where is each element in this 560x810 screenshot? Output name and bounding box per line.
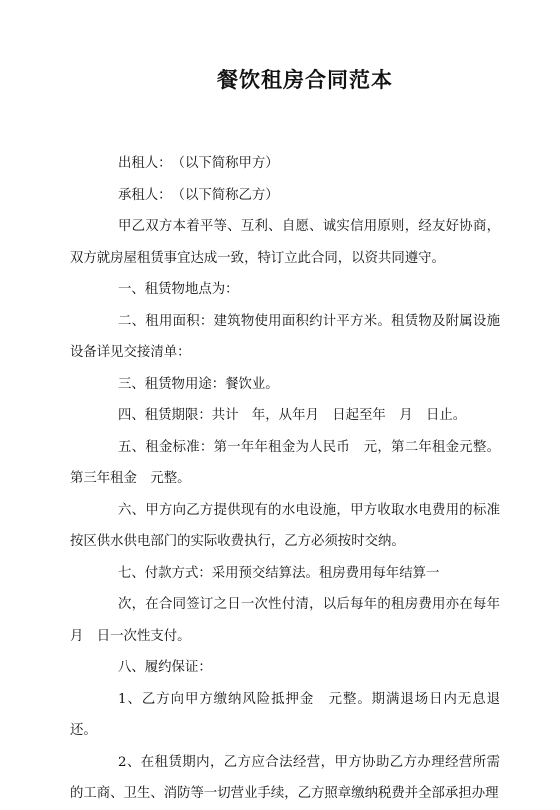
paragraph-lessor: 出租人： （以下简称甲方） — [118, 156, 279, 171]
paragraph-clause-6: 六、甲方向乙方提供现有的水电设施，甲方收取水电费用的标准按区供水供电部门的实际收费执行，乙方必须按时交纳。 — [70, 502, 500, 549]
paragraph-clause-8-1: 1、乙方向甲方缴纳风险抵押金 元整。期满退场日内无息退还。 — [70, 691, 500, 738]
paragraph-clause-7: 七、付款方式：采用预交结算法。租房费用每年结算一 — [118, 565, 440, 581]
paragraph-clause-4: 四、租赁期限：共计 年，从年月 日起至年 月 日止。 — [118, 408, 467, 423]
paragraph-lessee: 承租人： （以下简称乙方） — [118, 187, 279, 203]
paragraph-clause-7-cont: 次，在合同签订之日一次性付清，以后每年的租房费用亦在每年月 日一次性支付。 — [70, 597, 500, 644]
paragraph-clause-1: 一、租赁物地点为： — [118, 282, 239, 297]
paragraph-preamble: 甲乙双方本着平等、互利、自愿、诚实信用原则，经友好协商，双方就房屋租赁事宜达成一致，特订立此合同，以资共同遵守。 — [70, 219, 500, 266]
paragraph-clause-8: 八、履约保证： — [118, 660, 212, 675]
paragraph-clause-5: 五、租金标准：第一年年租金为人民币 元，第二年租金元整。第三年租金 元整。 — [70, 439, 500, 486]
paragraph-clause-3: 三、租赁物用途：餐饮业。 — [118, 376, 279, 392]
paragraph-clause-2: 二、租用面积：建筑物使用面积约计平方米。租赁物及附属设施设备详见交接清单： — [70, 313, 500, 360]
document-title: 餐饮租房合同范本 — [217, 68, 393, 92]
document-body — [70, 148, 500, 810]
paragraph-clause-8-2: 2、在租赁期内，乙方应合法经营，甲方协助乙方办理经营所需的工商、卫生、消防等一切营业手续，乙方照章缴纳税费并全部承担办理 — [70, 754, 500, 801]
